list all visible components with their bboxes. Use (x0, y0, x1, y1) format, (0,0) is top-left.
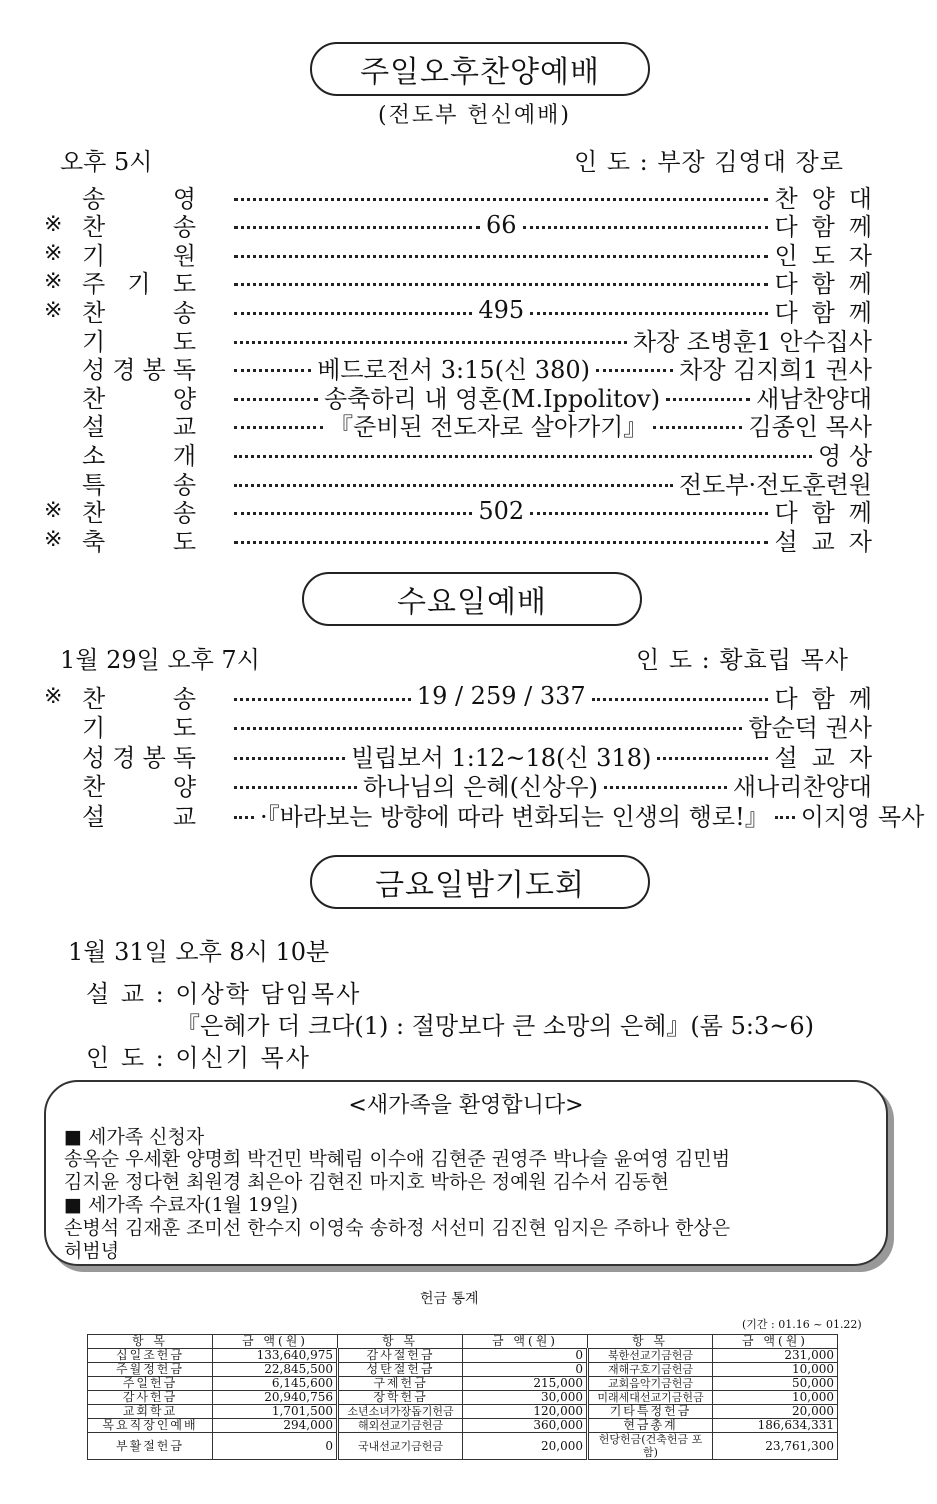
sunday-row (44, 411, 872, 442)
item-person: 새나리찬양대 (732, 773, 872, 801)
item-person: 다함께 (774, 270, 886, 299)
sunday-title: 주일오후찬양예배 (310, 42, 650, 96)
item-person: 전도부·전도훈련원 (678, 470, 872, 499)
leader-dots (234, 512, 472, 515)
offering-row (88, 1419, 838, 1433)
offering-amount: 6,145,600 (213, 1377, 338, 1391)
leader-dots (523, 226, 769, 229)
item-detail: ·『바라보는 방향에 따라 변화되는 인생의 행로!』 (260, 802, 769, 831)
leader-dots (530, 312, 768, 315)
item-label: 특 송 (82, 470, 196, 499)
item-label: 기 도 (82, 327, 196, 356)
sunday-row (44, 210, 887, 242)
offering-row (88, 1405, 838, 1419)
item-detail: 빌립보서 1:12~18(신 318) (351, 743, 652, 772)
offering-row (88, 1377, 838, 1391)
sunday-time: 오후 5시 (60, 148, 153, 176)
offering-item: 해외선교기금헌금 (338, 1419, 463, 1433)
offering-header: 금 액(원) (463, 1335, 588, 1349)
standing-mark: ※ (44, 212, 63, 238)
item-label: 찬 양 (82, 773, 196, 801)
offering-amount: 20,000 (713, 1405, 838, 1419)
offering-item: 국내선교기금헌금 (338, 1433, 463, 1460)
wednesday-row (44, 771, 872, 799)
offering-item: 헌당헌금(건축헌금 포함) (588, 1433, 713, 1460)
offering-amount: 133,640,975 (213, 1349, 338, 1363)
applicants-line-1: 송옥순 우세환 양명희 박건민 박혜림 이수애 김현준 권영주 박나슬 윤여영 김민범 (64, 1148, 731, 1170)
item-person: 새남찬양대 (756, 384, 872, 413)
sunday-row (44, 439, 872, 470)
item-label: 찬 송 (82, 684, 196, 713)
sunday-row (44, 354, 872, 385)
item-person: 이지영 목사 (800, 802, 925, 831)
offering-amount: 23,761,300 (713, 1433, 838, 1460)
sunday-row (44, 268, 886, 299)
sunday-leader: 인 도 : 부장 김영대 장로 (574, 148, 844, 176)
item-detail: 495 (478, 296, 525, 325)
offering-amount: 120,000 (463, 1405, 588, 1419)
standing-mark: ※ (44, 240, 63, 266)
leader-dots (234, 816, 254, 819)
offering-item: 부활절헌금 (88, 1433, 213, 1460)
leader-dots (775, 816, 795, 819)
leader-dots (234, 541, 768, 544)
wednesday-time: 1월 29일 오후 7시 (60, 646, 260, 674)
item-person: 차장 조병훈1 안수집사 (632, 327, 872, 356)
offering-amount: 231,000 (713, 1349, 838, 1363)
leader-dots (234, 455, 812, 458)
item-person: 찬양대 (774, 184, 886, 213)
wednesday-row (44, 741, 887, 772)
offering-amount: 50,000 (713, 1377, 838, 1391)
item-label: 주 기 도 (82, 270, 196, 299)
offering-period: (기간 : 01.16 ~ 01.22) (742, 1318, 862, 1331)
graduates-line-2: 허범녕 (64, 1240, 120, 1262)
new-family-title: <새가족을 환영합니다> (348, 1093, 584, 1118)
leader-dots (234, 698, 411, 701)
leader-dots (234, 255, 768, 258)
offering-row (88, 1363, 838, 1377)
offering-item: 주일헌금 (88, 1377, 213, 1391)
offering-item: 십일조헌금 (88, 1349, 213, 1363)
applicants-heading: ■ 세가족 신청자 (64, 1126, 205, 1148)
offering-amount: 186,634,331 (713, 1419, 838, 1433)
offering-row (88, 1391, 838, 1405)
offering-item: 성탄절헌금 (338, 1363, 463, 1377)
item-person: 다함께 (774, 684, 886, 713)
item-person: 다함께 (774, 499, 886, 528)
item-detail: 『준비된 전도자로 살아가기』 (329, 413, 648, 442)
offering-amount: 360,000 (463, 1419, 588, 1433)
item-label: 기 원 (82, 241, 196, 270)
item-person: 차장 김지희1 권사 (679, 356, 872, 385)
sunday-subtitle: (전도부 헌신예배) (378, 103, 571, 128)
leader-dots (604, 786, 727, 789)
offering-item: 구제헌금 (338, 1377, 463, 1391)
offering-row (88, 1433, 838, 1460)
item-person: 함순덕 권사 (748, 714, 872, 742)
leader-dots (234, 484, 673, 487)
offering-item: 장학헌금 (338, 1391, 463, 1405)
leader-dots (234, 398, 318, 401)
item-detail: 하나님의 은혜(신상우) (362, 773, 598, 801)
item-label: 설 교 (82, 413, 196, 442)
leader-dots (666, 398, 750, 401)
wednesday-row (44, 712, 872, 740)
standing-mark: ※ (44, 498, 63, 524)
offering-amount: 1,701,500 (213, 1405, 338, 1419)
sunday-row (44, 382, 872, 413)
applicants-line-2: 김지윤 정다현 최원경 최은아 김현진 마지호 박하은 정예원 김수서 김동현 (64, 1171, 669, 1193)
item-person: 다함께 (774, 213, 887, 242)
sunday-row (44, 239, 886, 270)
offering-item: 기타특정헌금 (588, 1405, 713, 1419)
leader-dots (234, 757, 345, 760)
leader-dots (234, 226, 480, 229)
standing-mark: ※ (44, 683, 63, 709)
offering-amount: 20,940,756 (213, 1391, 338, 1405)
standing-mark: ※ (44, 269, 63, 295)
item-detail: 베드로전서 3:15(신 380) (317, 356, 590, 385)
item-label: 송 영 (82, 184, 196, 213)
friday-leader: 인 도 : 이신기 목사 (86, 1044, 311, 1072)
leader-dots (657, 757, 768, 760)
offering-item: 감사절헌금 (338, 1349, 463, 1363)
offering-item: 재해구호기금헌금 (588, 1363, 713, 1377)
leader-dots (234, 369, 311, 372)
leader-dots (234, 426, 323, 429)
offering-table (87, 1334, 838, 1460)
graduates-line-1: 손병석 김재훈 조미선 한수지 이영숙 송하정 서선미 김진현 임지은 주하나 한상은 (64, 1217, 731, 1239)
offering-amount: 10,000 (713, 1363, 838, 1377)
item-label: 성 경 봉 독 (82, 356, 196, 385)
offering-amount: 10,000 (713, 1391, 838, 1405)
standing-mark: ※ (44, 526, 63, 552)
wednesday-row (44, 682, 886, 713)
new-family-box (44, 1080, 888, 1266)
leader-dots (234, 341, 627, 344)
item-detail: 19 / 259 / 337 (416, 682, 586, 710)
item-label: 기 도 (82, 714, 196, 742)
item-detail: 66 (485, 210, 517, 239)
offering-item: 감사헌금 (88, 1391, 213, 1405)
item-person: 인도자 (774, 241, 886, 270)
leader-dots (596, 369, 673, 372)
offering-item: 현금총계 (588, 1419, 713, 1433)
leader-dots (234, 727, 742, 730)
sunday-row (44, 468, 872, 499)
item-person: 설교자 (774, 743, 887, 772)
leader-dots (592, 698, 769, 701)
offering-header: 항 목 (88, 1335, 213, 1349)
wednesday-title: 수요일예배 (302, 572, 642, 626)
offering-amount: 0 (213, 1433, 338, 1460)
offering-header: 항 목 (338, 1335, 463, 1349)
friday-sermon-label: 설 교 : 이상학 담임목사 (86, 980, 362, 1008)
item-label: 찬 송 (82, 499, 196, 528)
item-label: 축 도 (82, 527, 196, 556)
wednesday-row (44, 800, 925, 831)
offering-amount: 22,845,500 (213, 1363, 338, 1377)
wednesday-leader: 인 도 : 황효립 목사 (636, 646, 849, 674)
offering-item: 목요직장인예배 (88, 1419, 213, 1433)
leader-dots (234, 312, 472, 315)
offering-header: 항 목 (588, 1335, 713, 1349)
offering-amount: 0 (463, 1363, 588, 1377)
offering-row (88, 1349, 838, 1363)
item-label: 소 개 (82, 441, 196, 470)
graduates-heading: ■ 세가족 수료자(1월 19일) (64, 1194, 298, 1216)
leader-dots (234, 198, 768, 201)
sunday-row (44, 496, 886, 528)
item-label: 설 교 (82, 802, 196, 831)
friday-sermon-title: 『은혜가 더 크다(1) : 절망보다 큰 소망의 은혜』(롬 5:3~6) (176, 1012, 814, 1040)
friday-time: 1월 31일 오후 8시 10분 (68, 938, 330, 966)
offering-item: 교회학교 (88, 1405, 213, 1419)
offering-amount: 294,000 (213, 1419, 338, 1433)
leader-dots (530, 512, 768, 515)
offering-header: 금 액(원) (213, 1335, 338, 1349)
offering-item: 교회음악기금헌금 (588, 1377, 713, 1391)
item-person: 김종인 목사 (748, 413, 872, 442)
leader-dots (234, 283, 768, 286)
offering-title: 헌금 통계 (420, 1291, 479, 1307)
offering-amount: 215,000 (463, 1377, 588, 1391)
offering-amount: 20,000 (463, 1433, 588, 1460)
sunday-row (44, 325, 872, 356)
offering-amount: 30,000 (463, 1391, 588, 1405)
offering-item: 주월정헌금 (88, 1363, 213, 1377)
item-person: 영 상 (818, 441, 872, 470)
item-detail: 502 (478, 496, 525, 525)
friday-title: 금요일밤기도회 (310, 855, 650, 909)
item-label: 찬 송 (82, 213, 196, 242)
item-person: 설교자 (774, 527, 886, 556)
offering-amount: 0 (463, 1349, 588, 1363)
offering-item: 미래세대선교기금헌금 (588, 1391, 713, 1405)
leader-dots (234, 786, 357, 789)
item-label: 성 경 봉 독 (82, 743, 196, 772)
offering-item: 북한선교기금헌금 (588, 1349, 713, 1363)
sunday-row (44, 296, 886, 327)
offering-header: 금 액(원) (713, 1335, 838, 1349)
leader-dots (653, 426, 742, 429)
offering-item: 소년소녀가장돕기헌금 (338, 1405, 463, 1419)
sunday-row (44, 525, 886, 556)
sunday-row (44, 182, 886, 213)
item-detail: 송축하리 내 영혼(M.Ippolitov) (323, 384, 661, 413)
item-label: 찬 양 (82, 384, 196, 413)
standing-mark: ※ (44, 297, 63, 323)
item-label: 찬 송 (82, 298, 196, 327)
item-person: 다함께 (774, 298, 886, 327)
